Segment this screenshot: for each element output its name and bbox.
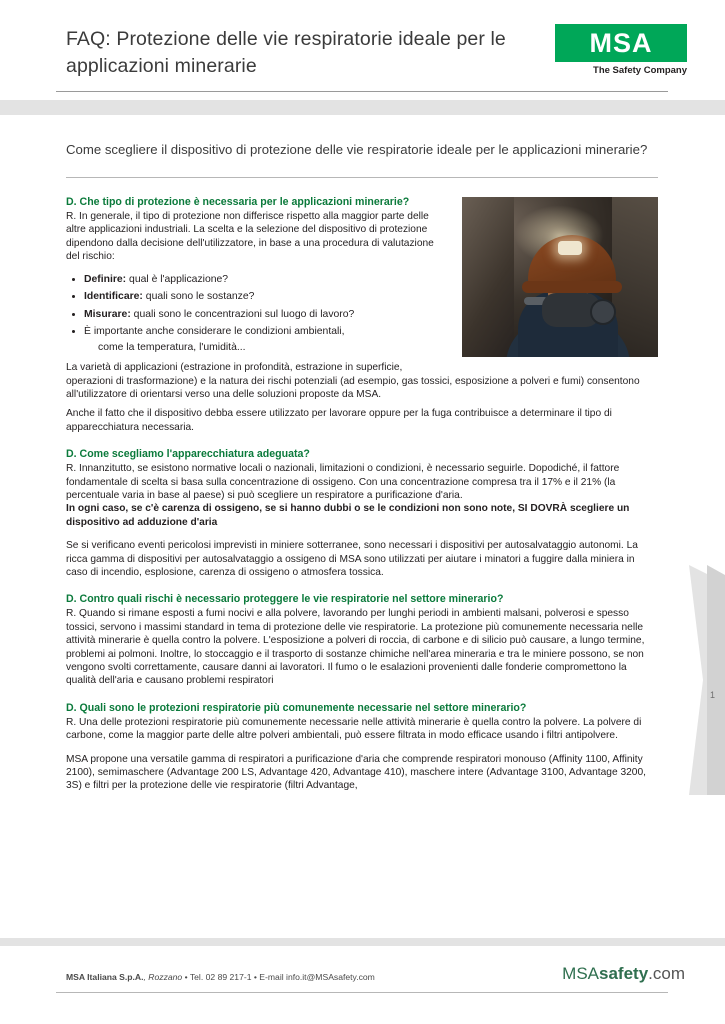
- faq-answer-2: R. Innanzitutto, se esistono normative locali o nazionali, limitazioni o condizioni, è necessario seguirle. Dopodiché, il fattore fondamentale di scelta si basa sulla concentrazione di ossigeno. Con una concentrazione compresa tra il 17% e il 21% (la percentuale varia in base al paese) si può scegliere un respiratore a purificazione d'aria.: [66, 463, 620, 501]
- page-title: FAQ: Protezione delle vie respiratorie ideale per le applicazioni minerarie: [66, 28, 506, 77]
- msa-logo: [555, 24, 687, 76]
- logo-tagline: The Safety Company: [593, 65, 687, 76]
- bullet-text-1: qual è l'applicazione?: [126, 273, 229, 285]
- faq-section-1: [66, 195, 658, 434]
- faq-question-2: D. Come scegliamo l'apparecchiatura adeguata?: [66, 448, 310, 461]
- faq-bold-note-2: In ogni caso, se c'è carenza di ossigeno, se si hanno dubbi o se le condizioni non sono note, SI DOVRÀ scegliere un dispositivo ad adduzione d'aria: [66, 503, 630, 528]
- bullet-lead-1: Definire:: [84, 273, 127, 285]
- footer-grey-band: [0, 938, 725, 946]
- footer-brand-msa: MSA: [562, 964, 600, 983]
- faq-section-3: [66, 592, 658, 687]
- footer-contact: [66, 972, 375, 982]
- bullet-lead-3: Misurare:: [84, 308, 131, 320]
- bullet-text-3: quali sono le concentrazioni sul luogo di lavoro?: [130, 308, 355, 320]
- footer-email: E-mail info.it@MSAsafety.com: [259, 972, 375, 982]
- faq-para-1-1: La varietà di applicazioni (estrazione in profondità, estrazione in superficie, operazioni di trasformazione) e la natura dei rischi potenziali (ad esempio, gas tossici, esposizione a polveri e fumi) consentono all'utilizzatore di orientarsi verso una delle soluzioni proposte da MSA.: [66, 362, 640, 400]
- bullet-lead-2: Identificare:: [84, 291, 143, 303]
- footer-address: , Rozzano: [143, 972, 183, 982]
- faq-question-1: D. Che tipo di protezione è necessaria per le applicazioni minerarie?: [66, 196, 410, 208]
- faq-answer-3: R. Quando si rimane esposti a fumi nocivi e alla polvere, lavorando per lunghi periodi in ambienti malsani, polverosi e spesso tossici, servono i massimi standard in tema di protezione delle vie respiratorie. La protezione più comunemente necessaria nelle attività minerarie è quella contro la polvere. L'esposizione a polveri di roccia, di carbone e di silicio può causare, a lungo termine, problemi ai polmoni. Inoltre, lo stoccaggio e il trasporto di sostanze chimiche nell'area mineraria e tra le miniere possono, se non vengono svolti correttamente, causare danni ai lavoratori. Il fumo o le esalazioni provenienti dalle fonderie compromettono la qualità dell'aria e causano problemi respiratori: [66, 608, 645, 687]
- document-header: [0, 0, 725, 100]
- bullet-text-4: È importante anche considerare le condizioni ambientali,: [84, 326, 345, 338]
- faq-para-4-1: MSA propone una versatile gamma di respiratori a purificazione d'aria che comprende respiratori monouso (Affinity 1100, Affinity 2100), semimaschere (Advantage 200 LS, Advantage 420, Advantage 410), maschere intere (Advantage 3100, Advantage 3200, 3S) e filtri per la protezione delle vie respiratorie (filtri Advantage,: [66, 753, 646, 792]
- footer-phone: Tel. 02 89 217-1: [189, 972, 252, 982]
- document-footer: [0, 938, 725, 1024]
- page-edge-ribbon-shadow: [707, 565, 725, 795]
- faq-answer-4: R. Una delle protezioni respiratorie più comunemente necessarie nelle attività minerarie è quella contro la polvere. La polvere di carbone, come la maggior parte delle altre polveri ambientali, può essere filtrata in modo efficace usando i filtri antipolvere.: [66, 716, 642, 742]
- faq-question-3: D. Contro quali rischi è necessario proteggere le vie respiratorie nel settore minerario?: [66, 593, 504, 606]
- bullet-text-2: quali sono le sostanze?: [142, 291, 255, 303]
- footer-sep-3: •: [251, 972, 260, 982]
- mine-worker-photo: [462, 197, 658, 357]
- lead-question: Come scegliere il dispositivo di protezione delle vie respiratorie ideale per le applicazioni minerarie?: [66, 142, 648, 157]
- footer-brand: [562, 964, 685, 984]
- faq-para-2-1: Se si verificano eventi pericolosi imprevisti in miniere sotterranee, sono necessari i dispositivi per autosalvataggio autonomi. La ricca gamma di dispositivi per autosalvataggio a ossigeno di MSA sono utilizzati per aiutare i minatori a fuggire dalla miniera in caso di incendio, esplosione, carenza di ossigeno o atmosfera tossica.: [66, 540, 638, 578]
- text-column: [66, 195, 658, 806]
- footer-brand-dotcom: .com: [648, 964, 685, 983]
- footer-company: MSA Italiana S.p.A.: [66, 972, 144, 982]
- footer-sep-2: •: [184, 972, 190, 982]
- header-divider: [56, 91, 668, 92]
- logo-mark: [555, 24, 687, 62]
- logo-text: MSA: [589, 27, 653, 58]
- lead-divider: [66, 177, 658, 178]
- page-number: 1: [709, 690, 715, 700]
- header-grey-band: [0, 100, 725, 115]
- footer-brand-safety: safety: [599, 964, 649, 983]
- footer-divider: [56, 992, 668, 993]
- faq-section-4: [66, 701, 658, 793]
- faq-para-1-2: Anche il fatto che il dispositivo debba essere utilizzato per lavorare oppure per la fuga contribuisce a determinare il tipo di apparecchiatura necessaria.: [66, 408, 612, 433]
- faq-question-4: D. Quali sono le protezioni respiratorie più comunemente necessarie nel settore minerario?: [66, 701, 527, 714]
- bullet-subtext-4: come la temperatura, l'umidità...: [98, 341, 246, 353]
- faq-section-2: [66, 447, 658, 579]
- faq-answer-1: R. In generale, il tipo di protezione non differisce rispetto alla maggior parte delle altre applicazioni industriali. La scelta e la selezione del dispositivo di protezione dipendono dalla decisione dell'utilizzatore, in base a una procedura di valutazione del rischio:: [66, 211, 434, 263]
